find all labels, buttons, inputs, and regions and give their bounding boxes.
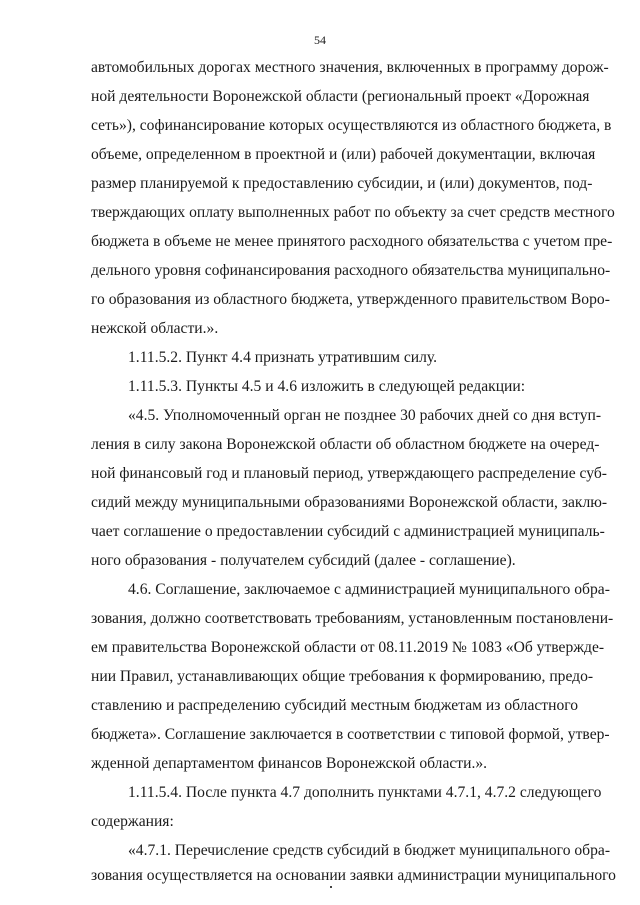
text-line: ной финансовый год и плановый период, утверждающего распределение суб-	[91, 465, 607, 482]
page-number: 54	[314, 33, 326, 47]
text-line: дельного уровня софинансирования расходного обязательства муниципально-	[91, 262, 611, 279]
text-line: ного образования - получателем субсидий (далее - соглашение).	[91, 552, 516, 569]
paragraph-line: 4.6. Соглашение, заключаемое с администрацией муниципального обра-	[128, 581, 610, 598]
text-line: зования осуществляется на основании заявки администрации муниципального	[91, 867, 616, 884]
text-line: содержания:	[91, 813, 174, 830]
text-line: тверждающих оплату выполненных работ по объекту за счет средств местного	[91, 204, 615, 221]
text-line: размер планируемой к предоставлению субсидии, и (или) документов, под-	[91, 175, 593, 192]
text-line: сидий между муниципальными образованиями Воронежской области, заклю-	[91, 494, 608, 511]
text-line: зования, должно соответствовать требованиям, установленным постановлени-	[91, 610, 614, 627]
paragraph-line: 1.11.5.2. Пункт 4.4 признать утратившим силу.	[128, 349, 438, 366]
text-line: ной деятельности Воронежской области (региональный проект «Дорожная	[91, 88, 590, 105]
text-line: чает соглашение о предоставлении субсидий с администрацией муниципаль-	[91, 523, 605, 540]
text-line: бюджета». Соглашение заключается в соответствии с типовой формой, утвер-	[91, 726, 610, 743]
paragraph-line: 1.11.5.3. Пункты 4.5 и 4.6 изложить в следующей редакции:	[128, 378, 526, 395]
paragraph-line: 1.11.5.4. После пункта 4.7 дополнить пунктами 4.7.1, 4.7.2 следующего	[128, 784, 602, 801]
text-line: объеме, определенном в проектной и (или) рабочей документации, включая	[91, 146, 596, 163]
text-line: нии Правил, устанавливающих общие требования к формированию, предо-	[91, 668, 594, 685]
text-line: ления в силу закона Воронежской области об областном бюджете на очеред-	[91, 436, 600, 453]
scan-dot	[330, 886, 332, 888]
paragraph-line: «4.7.1. Перечисление средств субсидий в бюджет муниципального обра-	[128, 842, 611, 859]
text-line: жденной департаментом финансов Воронежской области.».	[91, 755, 488, 772]
text-line: го образования из областного бюджета, утвержденного правительством Воро-	[91, 291, 610, 308]
text-line: бюджета в объеме не менее принятого расходного обязательства с учетом пре-	[91, 233, 613, 250]
text-line: ставлению и распределению субсидий местным бюджетам из областного	[91, 697, 579, 714]
text-line: автомобильных дорогах местного значения, включенных в программу дорож-	[91, 59, 609, 76]
text-line: сеть»), софинансирование которых осуществляются из областного бюджета, в	[91, 117, 612, 134]
text-line: ем правительства Воронежской области от 08.11.2019 № 1083 «Об утвержде-	[91, 639, 605, 656]
text-line: нежской области.».	[91, 320, 219, 337]
paragraph-line: «4.5. Уполномоченный орган не позднее 30 рабочих дней со дня вступ-	[128, 407, 602, 424]
